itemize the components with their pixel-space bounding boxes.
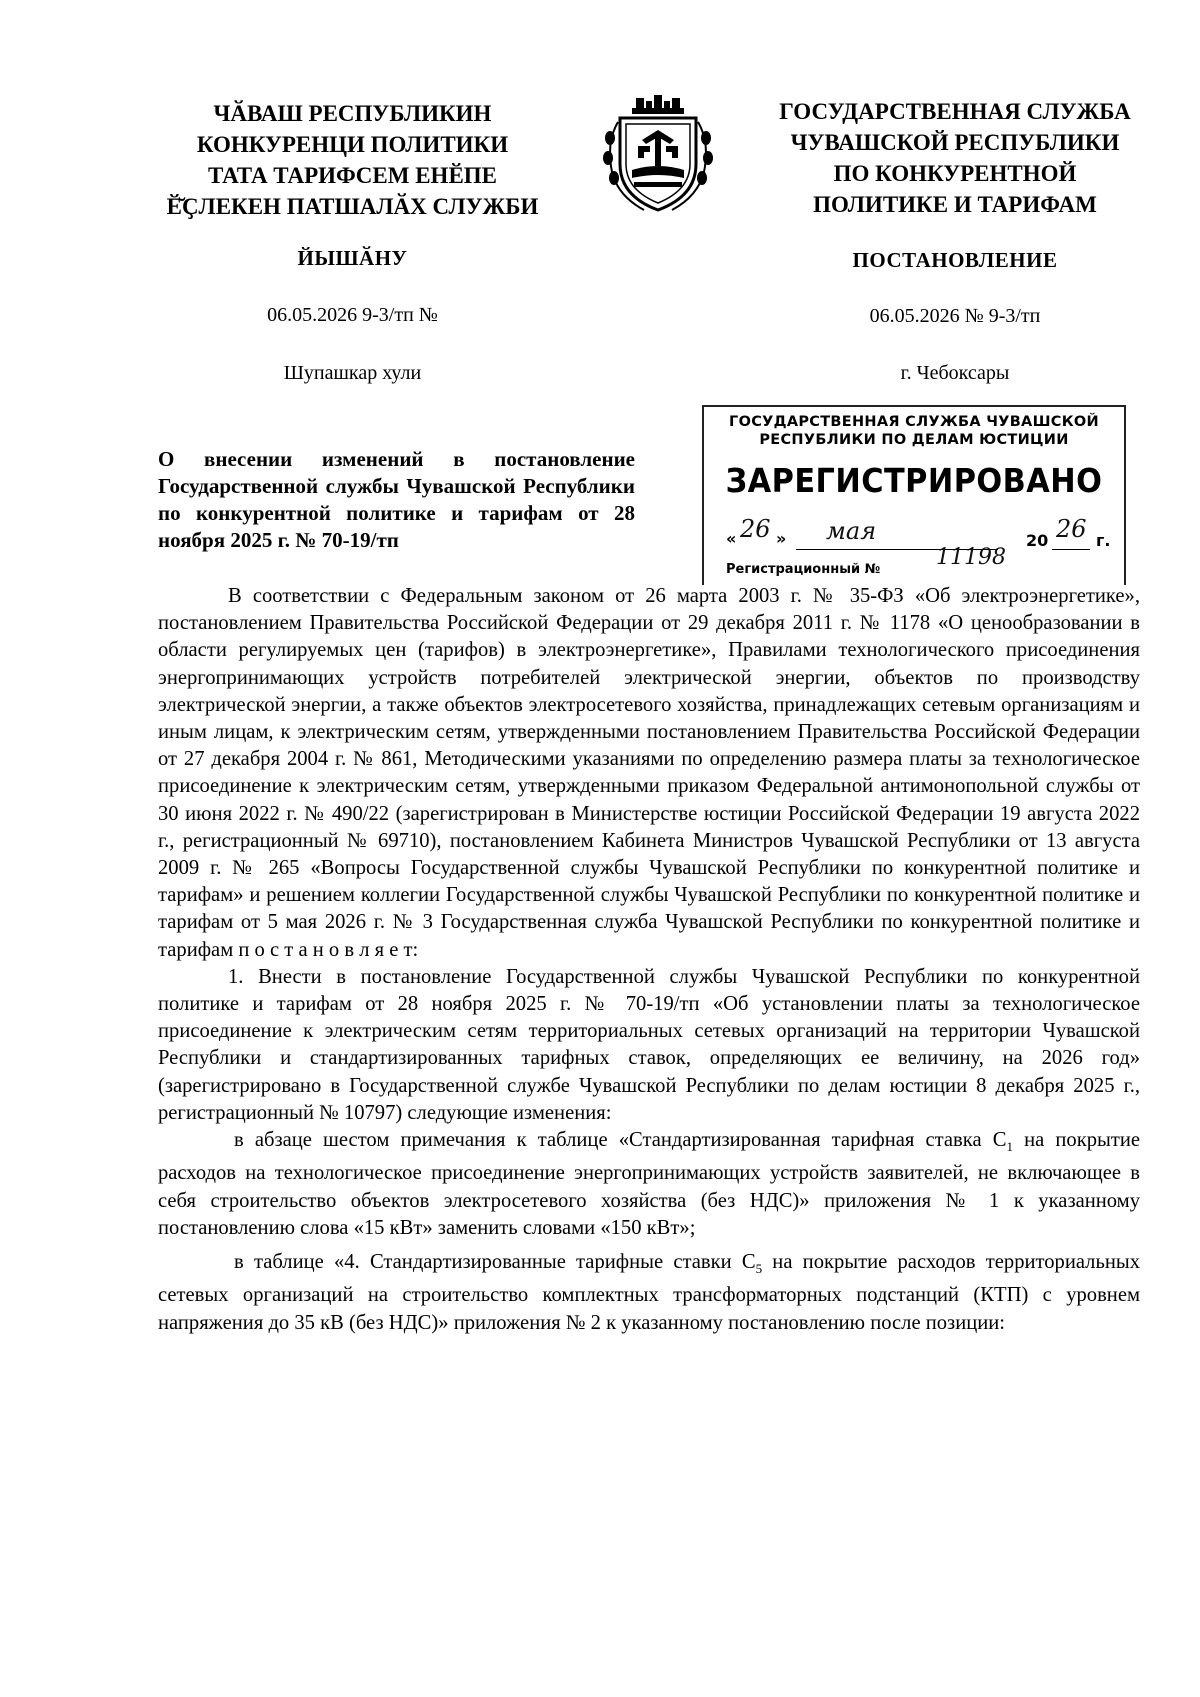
document-subject: О внесении изменений в постановление Государственной службы Чувашской Республики по конкурентной политике и тарифам от 28 ноября 2025 г. № 70-19/тп [158, 447, 635, 552]
header-right-org [755, 96, 1155, 220]
para2-text: на покрытие расходов на технологическое присоединение энергопринимающих устройств заявителей, не включающее в себя строительство объектов электросетевого хозяйства (без НДС)» приложения № 1 к указанному постановлению слова «15 кВт» заменить словами «150 кВт»; [158, 1129, 1141, 1239]
stamp-org [704, 413, 1124, 449]
subscript: 5 [755, 1261, 763, 1277]
header-left-org [150, 98, 555, 222]
stamp-month: мая [826, 517, 877, 545]
header-right-line: ЧУВАШСКОЙ РЕСПУБЛИКИ [790, 130, 1120, 155]
stamp-org-line: РЕСПУБЛИКИ ПО ДЕЛАМ ЮСТИЦИИ [759, 432, 1069, 448]
stamp-org-line: ГОСУДАРСТВЕННАЯ СЛУЖБА ЧУВАШСКОЙ [729, 414, 1099, 430]
header-right-line: ПОЛИТИКЕ И ТАРИФАМ [813, 192, 1097, 217]
para2-text: в абзаце шестом примечания к таблице «Стандартизированная тарифная ставка С [234, 1129, 1007, 1152]
stamp-year-suffix: 26 [1056, 515, 1087, 543]
stamp-year-unit: г. [1096, 531, 1111, 550]
date-number-right: 06.05.2026 № 9-3/тп [869, 305, 1041, 327]
header-left-line: Ӗ̆ҪЛЕКЕН ПАТШАЛӐХ СЛУЖБИ [166, 194, 539, 219]
header-left-line: КОНКУРЕНЦИ ПОЛИТИКИ [196, 132, 509, 157]
chuvash-emblem-icon [598, 92, 718, 214]
header-left-line: ЧӐВАШ РЕСПУБЛИКИН [213, 101, 492, 126]
city-right: г. Чебоксары [900, 362, 1010, 384]
stamp-quote-open: « [726, 529, 737, 548]
stamp-date [726, 515, 1118, 555]
resolves-word: п о с т а н о в л я е т: [238, 938, 419, 961]
body-paragraph [158, 1127, 1140, 1242]
header-right-line: ПО КОНКУРЕНТНОЙ [833, 161, 1077, 186]
para3-text: в таблице «4. Стандартизированные тарифные ставки С [234, 1250, 756, 1273]
stamp-reg-label: Регистрационный № [726, 562, 881, 577]
header-left-line: ТАТА ТАРИФСЕМ ЕНӖПЕ [207, 163, 498, 188]
body-paragraph [158, 583, 1140, 964]
date-number-left: 06.05.2026 9-3/тп № [267, 304, 438, 326]
body-paragraph [158, 1249, 1140, 1337]
city-left: Шупашкар хули [283, 362, 422, 384]
doctype-right: ПОСТАНОВЛЕНИЕ [852, 248, 1058, 272]
preamble-text: В соответствии с Федеральным законом от 26 марта 2003 г. № 35-ФЗ «Об электроэнергетике», постановлением Правительства Российской Федерации от 29 декабря 2011 г. № 1178 «О ценообразовании в области регулируемых цен (тарифов) в электроэнергетике», Правилами технологического присоединения энергопринимающих устройств потребителей электрической энергии, объектов по производству электрической энергии, а также объектов электросетевого хозяйства, принадлежащих сетевым организациям и иным лицам, к электрическим сетям, утвержденными постановлением Правительства Российской Федерации от 27 декабря 2004 г. № 861, Методическими указаниями по определению размера платы за технологическое присоединение к электрическим сетям, утвержденными приказом Федеральной антимонопольной службы от 30 июня 2022 г. № 490/22 (зарегистрирован в Министерстве юстиции Российской Федерации 19 августа 2022 г., регистрационный № 69710), постановлением Кабинета Министров Чувашской Республики от 13 августа 2009 г. № 265 «Вопросы Государственной службы Чувашской Республики по конкурентной политике и тарифам» и решением коллегии Государственной службы Чувашской Республики по конкурентной политике и тарифам от 5 мая 2026 г. № 3 Государственная служба Чувашской Республики по конкурентной политике и тарифам [158, 585, 1140, 961]
header-right-line: ГОСУДАРСТВЕННАЯ СЛУЖБА [779, 99, 1131, 124]
stamp-registered: ЗАРЕГИСТРИРОВАНО [725, 461, 1103, 500]
stamp-quote-close: » [776, 529, 787, 548]
para3-text: на покрытие расходов территориальных сетевых организаций на строительство комплектных трансформаторных подстанций (КТП) с уровнем напряжения до 35 кВ (без НДС)» приложения № 2 к указанному постановлению после позиции: [158, 1250, 1140, 1334]
subscript: 1 [1006, 1139, 1013, 1155]
document-body [158, 583, 1140, 1337]
body-paragraph: 1. Внести в постановление Государственной службы Чувашской Республики по конкурентной политике и тарифам от 28 ноября 2025 г. № 70-19/тп «Об установлении платы за технологическое присоединение к электрическим сетям территориальных сетевых организаций на территории Чувашской Республики и стандартизированных тарифных ставок, определяющих ее величину, на 2026 год» (зарегистрировано в Государственной службе Чувашской Республики по делам юстиции 8 декабря 2025 г., регистрационный № 10797) следующие изменения: [158, 965, 1140, 1124]
doctype-left: ЙЫШӐНУ [297, 246, 408, 270]
stamp-reg-number: 11198 [936, 545, 1006, 570]
registration-stamp [702, 405, 1126, 585]
stamp-reg-number-row [726, 562, 880, 577]
stamp-year-prefix: 20 [1026, 531, 1049, 550]
stamp-day: 26 [740, 515, 771, 543]
